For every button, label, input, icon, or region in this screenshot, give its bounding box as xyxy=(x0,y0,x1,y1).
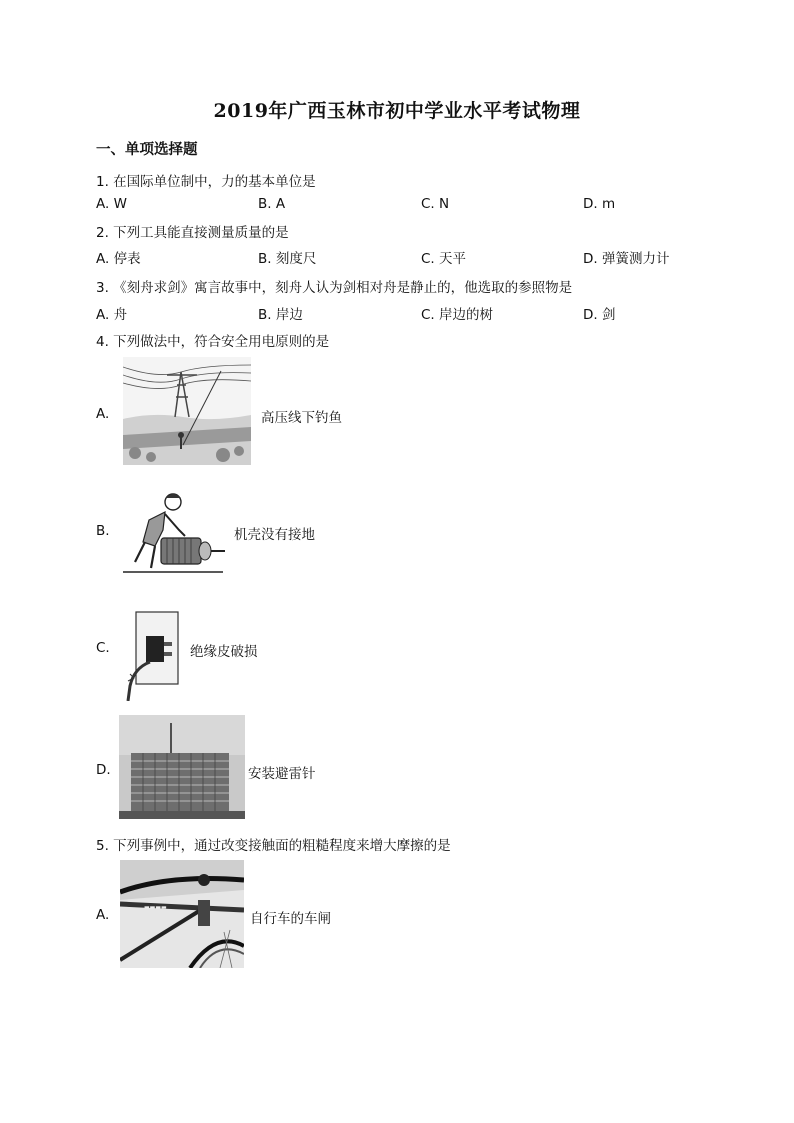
lightning-rod-building-image xyxy=(119,715,245,819)
svg-text:▬▬▬▬: ▬▬▬▬ xyxy=(144,904,167,911)
q3-option-c: C. 岸边的树 xyxy=(421,307,494,323)
question-5-stem: 5. 下列事例中，通过改变接触面的粗糙程度来增大摩擦的是 xyxy=(96,838,451,854)
q1-option-a: A. W xyxy=(96,196,127,212)
ungrounded-motor-image xyxy=(115,490,227,578)
section-heading: 一、单项选择题 xyxy=(96,142,198,158)
question-1-options xyxy=(96,196,736,216)
bicycle-brake-image xyxy=(120,860,244,968)
question-2-options xyxy=(96,247,736,267)
q4-option-a-letter: A. xyxy=(96,406,110,422)
q3-option-d: D. 剑 xyxy=(583,307,616,323)
q3-option-b: B. 岸边 xyxy=(258,307,303,323)
q2-option-c: C. 天平 xyxy=(421,251,467,267)
high-voltage-fishing-image xyxy=(123,357,251,465)
q3-option-a: A. 舟 xyxy=(96,307,128,323)
q4-option-a-caption: 高压线下钓鱼 xyxy=(261,410,342,426)
q1-option-c: C. N xyxy=(421,196,450,212)
question-2-stem: 2. 下列工具能直接测量质量的是 xyxy=(96,225,289,241)
q4-option-b-caption: 机壳没有接地 xyxy=(234,527,315,543)
question-3-stem: 3. 《刻舟求剑》寓言故事中，刻舟人认为剑相对舟是静止的，他选取的参照物是 xyxy=(96,280,573,296)
q4-option-c-caption: 绝缘皮破损 xyxy=(190,644,258,660)
damaged-insulation-image xyxy=(122,606,182,701)
q4-option-d-caption: 安装避雷针 xyxy=(248,766,316,782)
page-title: 2019年广西玉林市初中学业水平考试物理 xyxy=(213,100,581,122)
question-1-stem: 1. 在国际单位制中，力的基本单位是 xyxy=(96,174,316,190)
q2-option-a: A. 停表 xyxy=(96,251,141,267)
q5-option-a-letter: A. xyxy=(96,907,110,923)
q4-option-c-letter: C. xyxy=(96,640,110,656)
question-4-stem: 4. 下列做法中，符合安全用电原则的是 xyxy=(96,334,330,350)
q1-option-b: B. A xyxy=(258,196,286,212)
q4-option-b-letter: B. xyxy=(96,523,110,539)
q1-option-d: D. m xyxy=(583,196,616,212)
question-3-options xyxy=(96,303,736,323)
q4-option-d-letter: D. xyxy=(96,762,111,778)
q2-option-b: B. 刻度尺 xyxy=(258,251,317,267)
q2-option-d: D. 弹簧测力计 xyxy=(583,251,670,267)
q5-option-a-caption: 自行车的车闸 xyxy=(250,911,331,927)
